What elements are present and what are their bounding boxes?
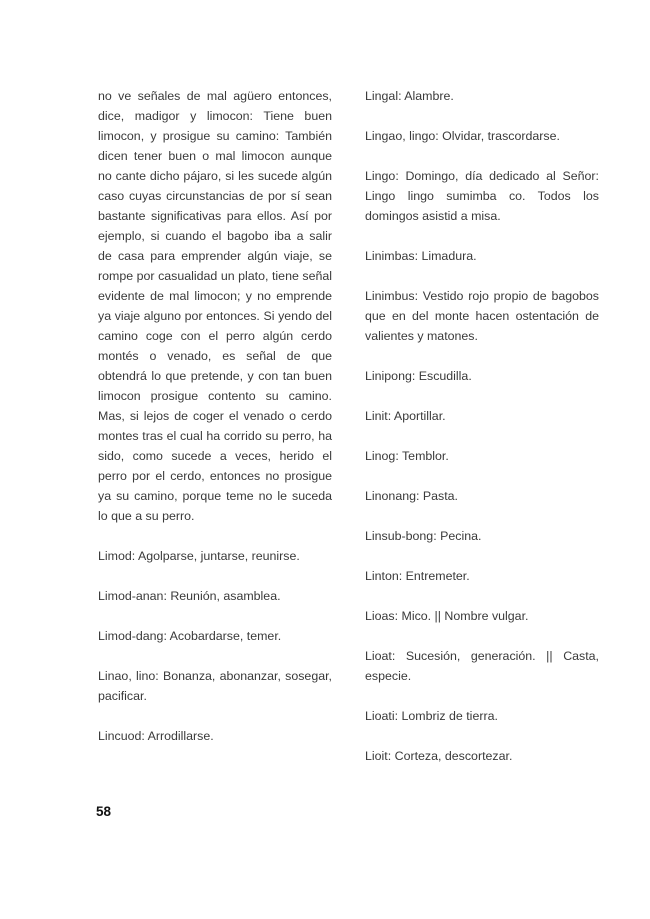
left-column: [98, 86, 332, 746]
entry-linimbas: Linimbas: Limadura.: [365, 249, 477, 263]
entry-lingo: Lingo: Domingo, día dedicado al Señor: Lingo lingo sumimba co. Todos los domingos asistid a misa.: [365, 169, 599, 223]
entry-lioati: Lioati: Lombriz de tierra.: [365, 709, 498, 723]
paragraph-limocon-continuation: no ve señales de mal agüero entonces, dice, madigor y limocon: Tiene buen limocon, y prosigue su camino: También dicen tener buen o mal limocon aunque no cante dicho pájaro, si les sucede algún caso cuyas circunstancias de por sí sean bastante significativas para ellos. Así por ejemplo, si cuando el bagobo iba a salir de casa para emprender algún viaje, se rompe por casualidad un plato, tiene señal evidente de mal limocon; y no emprende ya viaje alguno por entonces. Si yendo del camino coge con el perro algún cerdo montés o venado, es señal de que obtendrá lo que pretende, y con tan buen limocon prosigue contento su camino. Mas, si lejos de coger el venado o cerdo montes tras el cual ha corrido su perro, ha sido, como sucede a veces, herido el perro por el cerdo, entonces no prosigue ya su camino, porque teme no le suceda lo que a su perro.: [98, 89, 332, 523]
entry-linimbus: Linimbus: Vestido rojo propio de bagobos que en del monte hacen ostentación de valientes y matones.: [365, 289, 599, 343]
entry-lioat: Lioat: Sucesión, generación. || Casta, especie.: [365, 649, 599, 683]
entry-lioas: Lioas: Mico. || Nombre vulgar.: [365, 609, 529, 623]
page-number: 58: [96, 804, 112, 819]
entry-limod-dang: Limod-dang: Acobardarse, temer.: [98, 629, 282, 643]
entry-limod: Limod: Agolparse, juntarse, reunirse.: [98, 549, 300, 563]
entry-lioit: Lioit: Corteza, descortezar.: [365, 749, 513, 763]
entry-linao: Linao, lino: Bonanza, abonanzar, sosegar, pacificar.: [98, 669, 332, 703]
entry-linonang: Linonang: Pasta.: [365, 489, 459, 503]
entry-linsub-bong: Linsub-bong: Pecina.: [365, 529, 482, 543]
entry-linton: Linton: Entremeter.: [365, 569, 470, 583]
entry-linit: Linit: Aportillar.: [365, 409, 446, 423]
entry-limod-anan: Limod-anan: Reunión, asamblea.: [98, 589, 281, 603]
entry-linog: Linog: Temblor.: [365, 449, 449, 463]
entry-linipong: Linipong: Escudilla.: [365, 369, 472, 383]
entry-lingal: Lingal: Alambre.: [365, 89, 454, 103]
right-column: [365, 86, 599, 766]
entry-lingao: Lingao, lingo: Olvidar, trascordarse.: [365, 129, 560, 143]
entry-lincuod: Lincuod: Arrodillarse.: [98, 729, 214, 743]
